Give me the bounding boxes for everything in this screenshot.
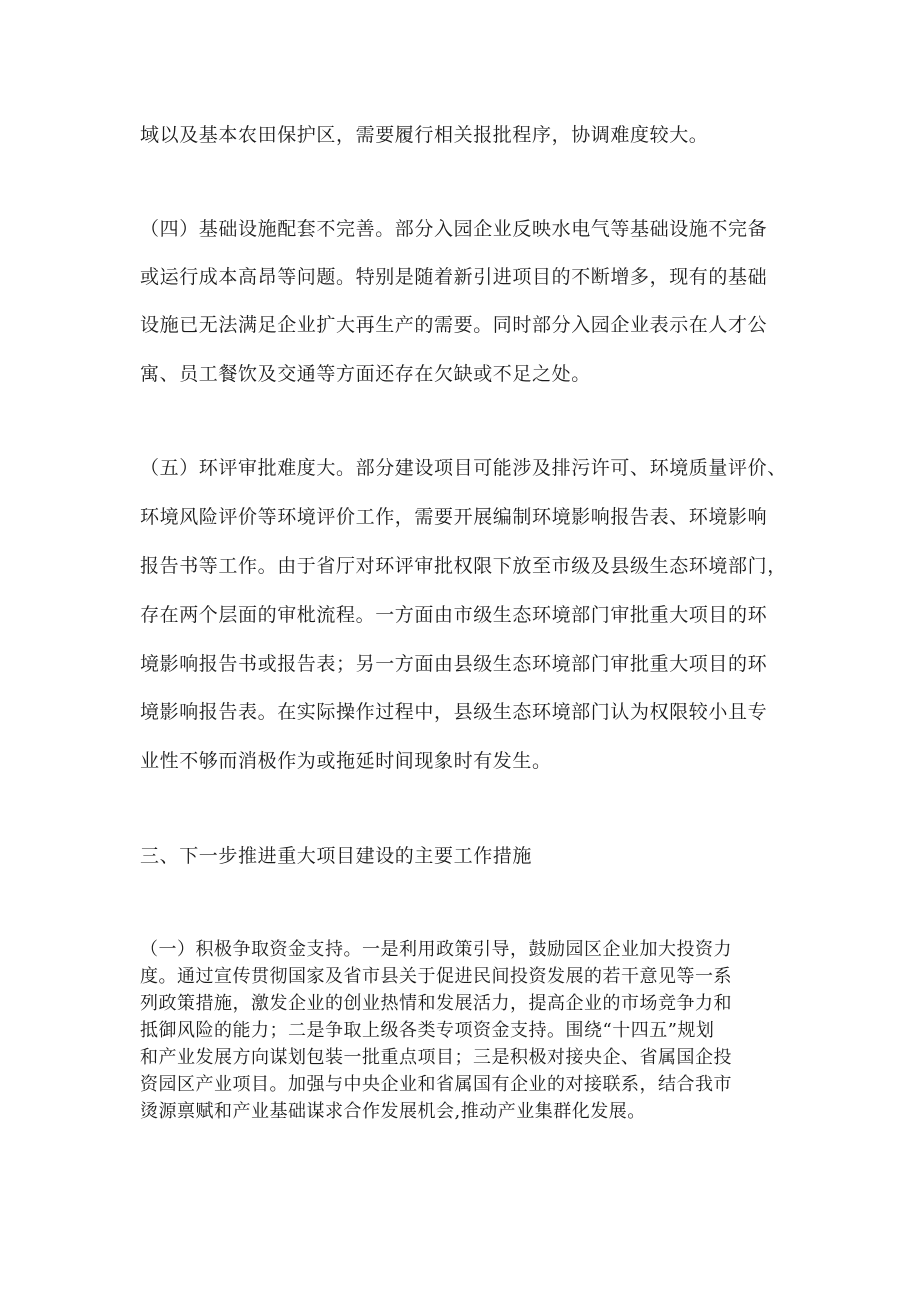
paragraph-one-line-6: 资园区产业项目。加强与中央企业和省属国有企业的对接联系，结合我市: [140, 1074, 732, 1095]
paragraph-one-line-3: 列政策措施，激发企业的创业热情和发展活力，提高企业的市场竞争力和: [140, 993, 732, 1014]
paragraph-four-line-3: 设施已无法满足企业扩大再生产的需要。同时部分入园企业表示在人才公: [140, 314, 768, 336]
paragraph-five-line-1: （五）环评审批难度大。部分建设项目可能涉及排污许可、环境质量评价、: [140, 457, 787, 479]
paragraph-one-line-7: 烫源禀赋和产业基础谋求合作发展机会,推动产业集群化发展。: [140, 1101, 646, 1122]
paragraph-four-line-4: 寓、员工餐饮及交通等方面还存在欠缺或不足之处。: [140, 363, 591, 385]
paragraph-one-line-5: 和产业发展方向谋划包装一批重点项目；三是积极对接央企、省属国企投: [140, 1047, 732, 1068]
paragraph-one-line-4: 抵御风险的能力；二是争取上级各类专项资金支持。围绕“十四五”规划: [140, 1020, 715, 1041]
paragraph-five-line-4: 存在两个层面的审枇流程。一方面由市级生态环境部门审批重大项目的环: [140, 604, 768, 626]
paragraph-five-line-6: 境影响报告表。在实际操作过程中，县级生态环境部门认为权限较小且专: [140, 701, 768, 723]
paragraph-five-line-5: 境影响报告书或报告表；另一方面由县级生态环境部门审批重大项目的环: [140, 653, 768, 675]
paragraph-one-line-1: （一）积极争取资金支持。一是利用政策引导，鼓励园区企业加大投资力: [140, 939, 732, 960]
paragraph-five-line-2: 环境风险评价等环境评价工作，需要开展编制环境影响报告表、环境影响: [140, 506, 768, 528]
paragraph-five-line-3: 报告书等工作。由于省厅对环评审批权限下放至市级及县级生态环境部门，: [140, 555, 787, 577]
section-heading: 三、下一步推进重大项目建设的主要工作措施: [140, 845, 533, 867]
paragraph-four-line-1: （四）基础设施配套不完善。部分入园企业反映水电气等基础设施不完备: [140, 218, 768, 240]
paragraph-one-line-2: 度。通过宣传贯彻国家及省市县关于促进民间投资发展的若干意见等一系: [140, 966, 732, 987]
paragraph-four-line-2: 或运行成本高昂等问题。特别是随着新引进项目的不断增多，现有的基础: [140, 266, 768, 288]
paragraph-continued-line-1: 域以及基本农田保护区，需要履行相关报批程序，协调难度较大。: [140, 124, 709, 146]
paragraph-five-line-7: 业性不够而消极作为或拖延时间现象时有发生。: [140, 750, 552, 772]
